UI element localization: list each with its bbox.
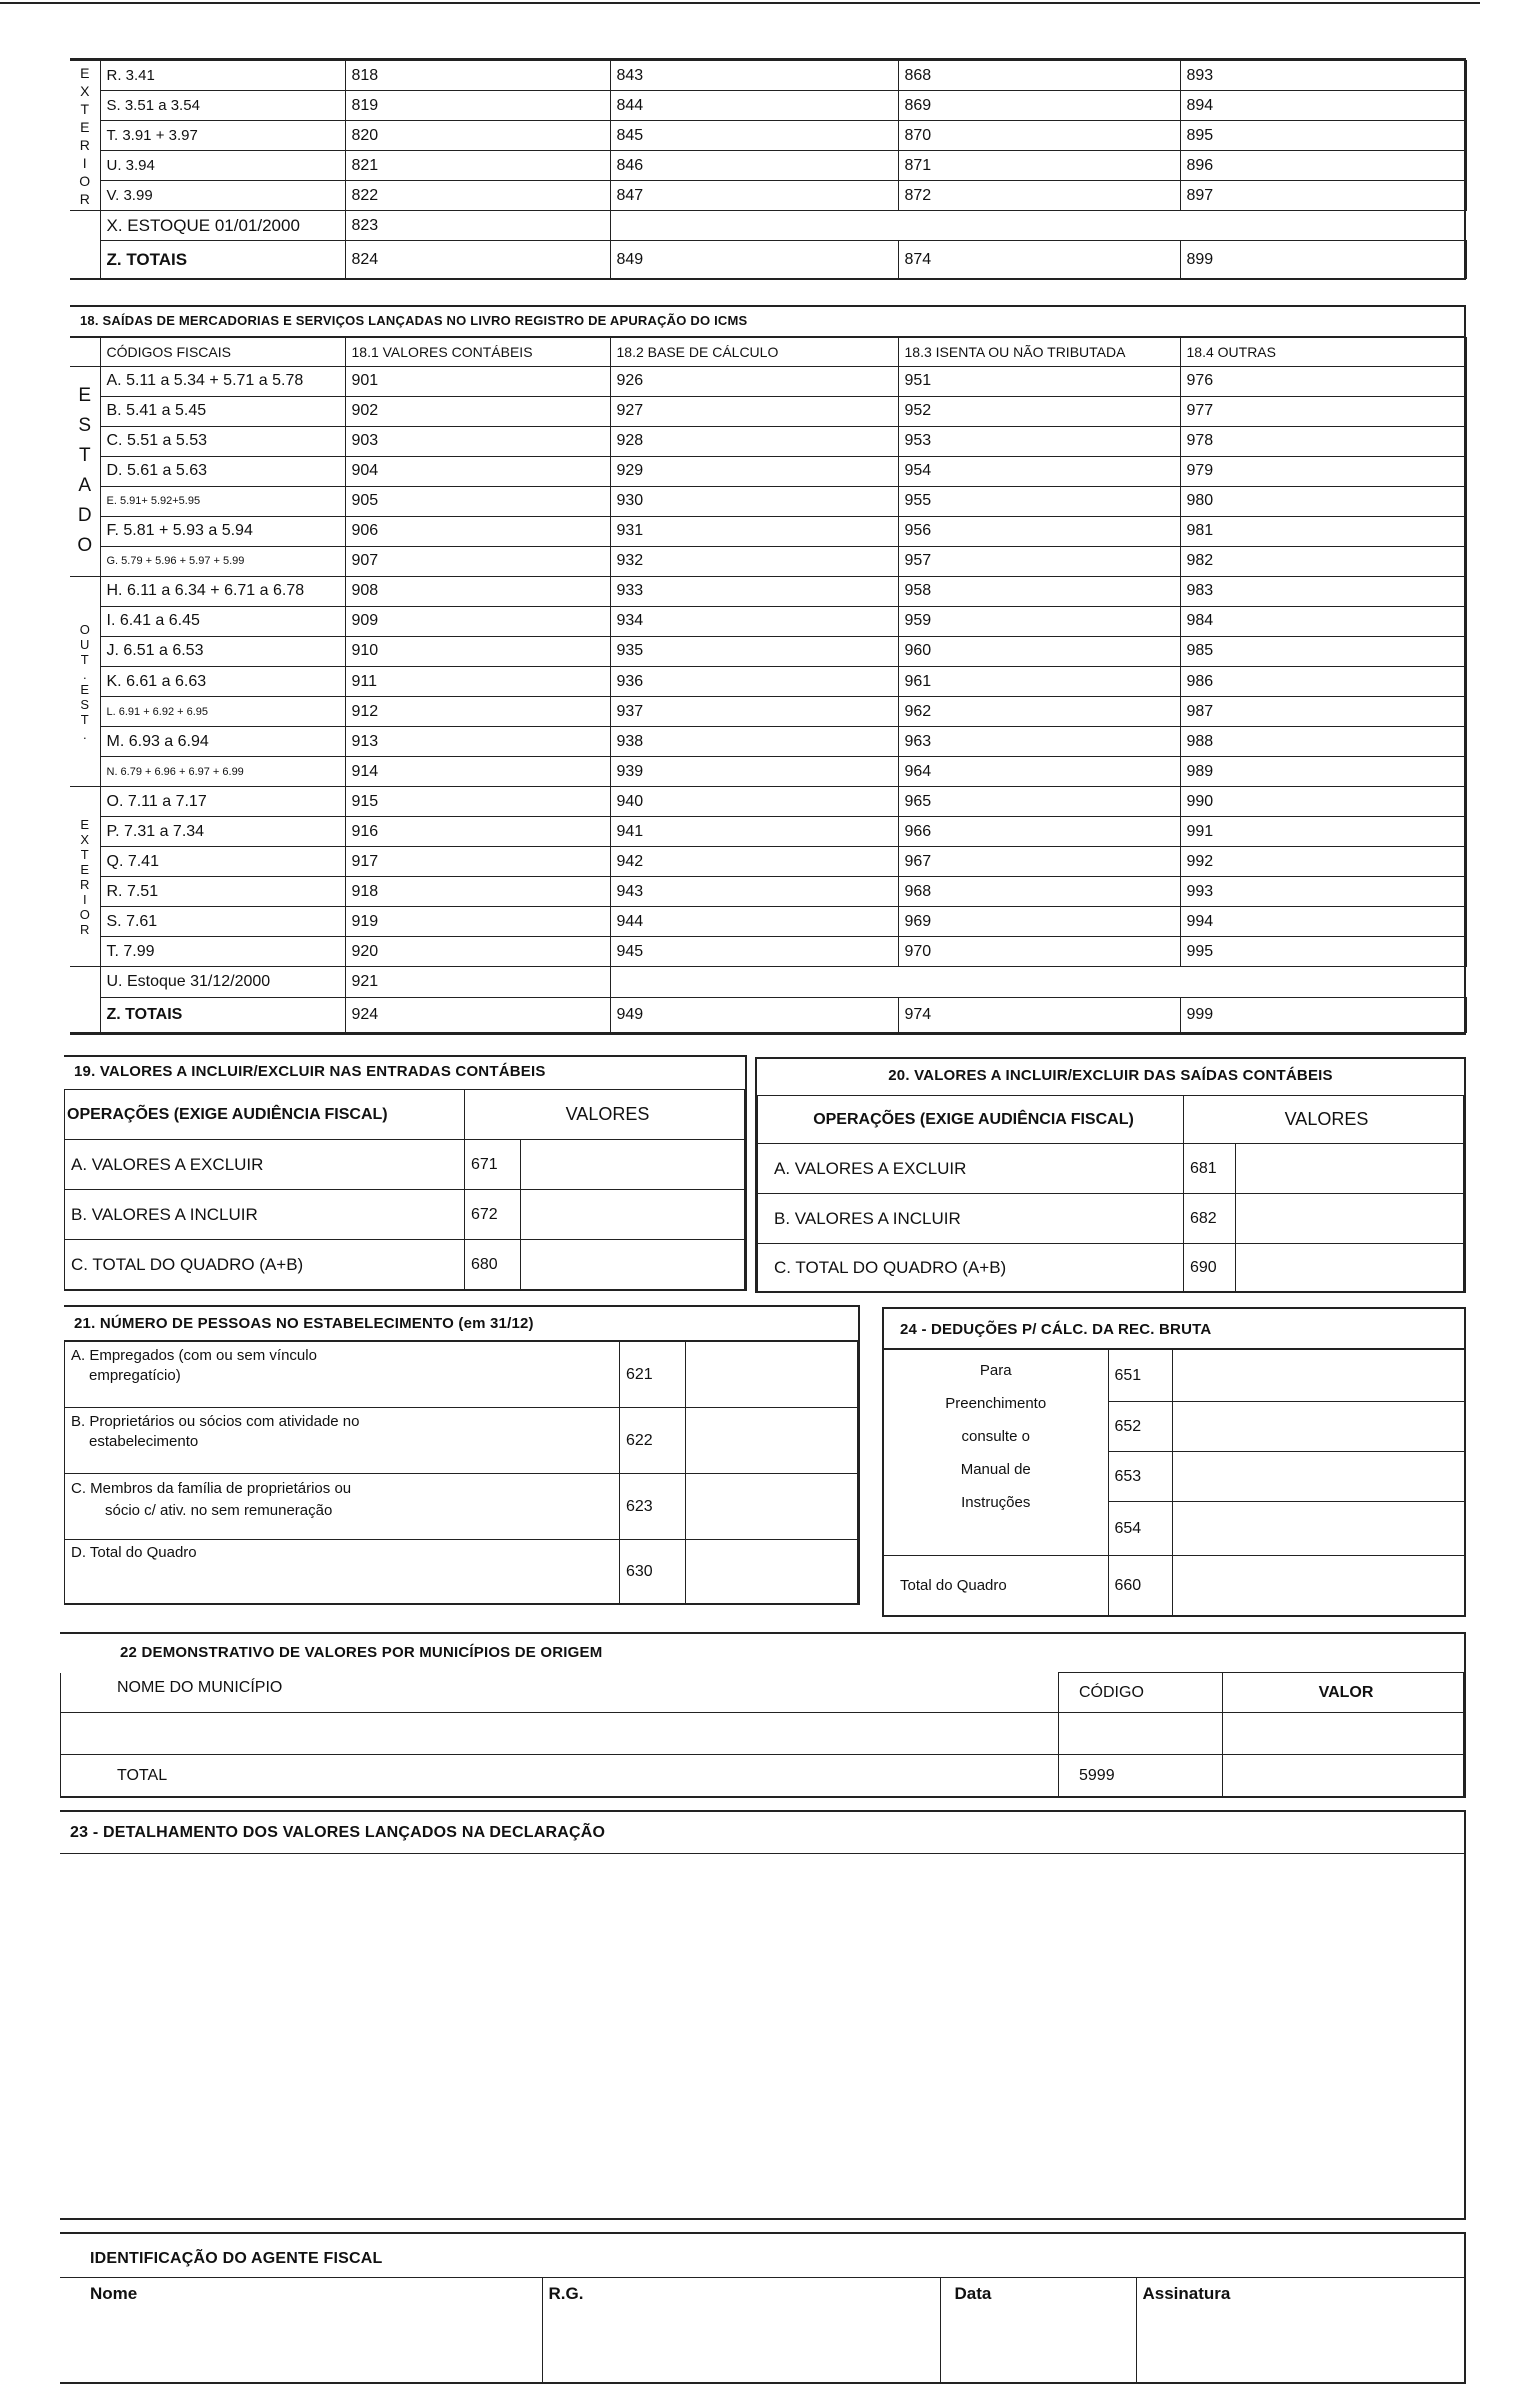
agent-table: [60, 2278, 1464, 2382]
section-18-row: [70, 907, 1466, 937]
section-17-total-c2[interactable]: 849: [610, 241, 898, 279]
section-18-code: T. 7.99: [100, 937, 345, 967]
section-17-group-label: E X T E R I O R: [70, 61, 100, 211]
section-17-field-c1[interactable]: 821: [345, 151, 610, 181]
section-21-row: [65, 1342, 858, 1408]
section-17-row: [70, 91, 1466, 121]
section-17-row: [70, 181, 1466, 211]
section-20-row-code: 690: [1184, 1244, 1236, 1292]
section-18-field-c2[interactable]: 926: [610, 366, 898, 396]
section-17-code: S. 3.51 a 3.54: [100, 91, 345, 121]
section-18-field-c4[interactable]: 992: [1180, 847, 1466, 877]
section-17-totals-row: [70, 241, 1466, 279]
section-18-row: [70, 456, 1466, 486]
section-18-col-header: 18.3 ISENTA OU NÃO TRIBUTADA: [898, 338, 1180, 367]
section-19-row-code: 672: [465, 1190, 521, 1240]
section-18-col-header: CÓDIGOS FISCAIS: [100, 338, 345, 367]
section-18-field-c4[interactable]: 989: [1180, 757, 1466, 787]
section-21-row: [65, 1408, 858, 1474]
section-18-col-header: 18.2 BASE DE CÁLCULO: [610, 338, 898, 367]
section-17-field-c3[interactable]: 871: [898, 151, 1180, 181]
agent-rg-label: R.G.: [548, 2284, 584, 2303]
section-18-field-c1[interactable]: 901: [345, 366, 610, 396]
section-18-field-c4[interactable]: 993: [1180, 877, 1466, 907]
section-18-code: Q. 7.41: [100, 847, 345, 877]
section-18-total-c4[interactable]: 999: [1180, 998, 1466, 1033]
section-20-col-values: VALORES: [1184, 1096, 1464, 1144]
section-17-exterior: [70, 58, 1466, 280]
section-18-row: [70, 697, 1466, 727]
section-18-field-c2[interactable]: 941: [610, 817, 898, 847]
section-18-field-c2[interactable]: 933: [610, 576, 898, 606]
section-19: [64, 1055, 747, 1291]
section-17-total-c1[interactable]: 824: [345, 241, 610, 279]
section-18-field-c4[interactable]: 991: [1180, 817, 1466, 847]
section-22-total-code: 5999: [1059, 1755, 1223, 1797]
section-21-row-code: 621: [620, 1342, 686, 1408]
section-24-code: 654: [1108, 1502, 1172, 1556]
section-22-total-label: TOTAL: [61, 1755, 1059, 1797]
section-19-table: [64, 1089, 745, 1290]
section-18-field-c2[interactable]: 936: [610, 667, 898, 697]
section-18-code: K. 6.61 a 6.63: [100, 667, 345, 697]
section-18-field-c2[interactable]: 930: [610, 486, 898, 516]
section-17-field-c2[interactable]: 843: [610, 61, 898, 91]
section-17-totals-label: Z. TOTAIS: [100, 241, 345, 279]
section-21-row-label: [65, 1342, 620, 1408]
section-17-code: U. 3.94: [100, 151, 345, 181]
section-23-title: 23 - DETALHAMENTO DOS VALORES LANÇADOS NA DECLARAÇÃO: [60, 1812, 1464, 1854]
section-18-field-c4[interactable]: 978: [1180, 426, 1466, 456]
section-17-code: T. 3.91 + 3.97: [100, 121, 345, 151]
section-24-note-line: Para: [979, 1362, 1012, 1379]
section-17-total-c4[interactable]: 899: [1180, 241, 1466, 279]
section-21-row-label: [65, 1540, 620, 1604]
section-17-row: [70, 121, 1466, 151]
section-18-row: [70, 937, 1466, 967]
section-23-details-area[interactable]: [60, 1854, 1464, 2216]
section-21-row-code: 622: [620, 1408, 686, 1474]
section-19-row-include: [65, 1190, 745, 1240]
section-18-row: [70, 667, 1466, 697]
section-18-blank: [70, 998, 100, 1033]
section-18-field-c1[interactable]: 909: [345, 606, 610, 636]
section-18-row: [70, 847, 1466, 877]
section-17-field-c3[interactable]: 870: [898, 121, 1180, 151]
section-18-row: [70, 516, 1466, 546]
section-17-blank: [70, 241, 100, 279]
section-18-row: [70, 727, 1466, 757]
section-18-row: [70, 576, 1466, 606]
agent-title: IDENTIFICAÇÃO DO AGENTE FISCAL: [60, 2234, 1464, 2278]
section-18-stock-empty: [610, 967, 1466, 998]
section-22-col-name: NOME DO MUNICÍPIO: [61, 1673, 1059, 1713]
section-17-code: V. 3.99: [100, 181, 345, 211]
section-18-totals-label: Z. TOTAIS: [100, 998, 345, 1033]
section-18-col-header: 18.4 OUTRAS: [1180, 338, 1466, 367]
section-18-code: O. 7.11 a 7.17: [100, 787, 345, 817]
section-18-header-row: [70, 338, 1466, 367]
section-24-value-field[interactable]: [1172, 1502, 1464, 1556]
section-22-total-row: [61, 1755, 1464, 1797]
section-18-field-c1[interactable]: 907: [345, 546, 610, 576]
section-18-code: R. 7.51: [100, 877, 345, 907]
section-18-field-c4[interactable]: 979: [1180, 456, 1466, 486]
section-18-stock-row: [70, 967, 1466, 998]
section-17-field-c2[interactable]: 844: [610, 91, 898, 121]
section-17-row: [70, 151, 1466, 181]
section-17-field-c4[interactable]: 893: [1180, 61, 1466, 91]
section-18-field-c3[interactable]: 968: [898, 877, 1180, 907]
section-18-code: E. 5.91+ 5.92+5.95: [100, 486, 345, 516]
section-18-field-c2[interactable]: 938: [610, 727, 898, 757]
section-18-field-c1[interactable]: 915: [345, 787, 610, 817]
section-17-field-c1[interactable]: 822: [345, 181, 610, 211]
section-20-row-code: 682: [1184, 1194, 1236, 1244]
section-20-title: 20. VALORES A INCLUIR/EXCLUIR DAS SAÍDAS CONTÁBEIS: [888, 1067, 1333, 1084]
section-18-field-c2[interactable]: 944: [610, 907, 898, 937]
section-24: [882, 1307, 1466, 1617]
section-18-title: 18. SAÍDAS DE MERCADORIAS E SERVIÇOS LANÇADAS NO LIVRO REGISTRO DE APURAÇÃO DO ICMS: [70, 307, 1464, 337]
section-21-row-line1: C. Membros da família de proprietários ou: [71, 1480, 352, 1497]
section-17-total-c3[interactable]: 874: [898, 241, 1180, 279]
section-20-row-exclude: [758, 1144, 1464, 1194]
section-21-row-label: [65, 1474, 620, 1540]
section-18-group-label: E S T A D O: [70, 366, 100, 576]
section-20: [755, 1057, 1466, 1293]
section-18-field-c3[interactable]: 957: [898, 546, 1180, 576]
section-19-value-field[interactable]: [521, 1140, 745, 1190]
section-21-value-field[interactable]: [686, 1342, 858, 1408]
section-19-row-label: C. TOTAL DO QUADRO (A+B): [65, 1240, 465, 1290]
section-22-value-field[interactable]: [1223, 1713, 1464, 1755]
section-18-field-c3[interactable]: 956: [898, 516, 1180, 546]
section-19-col-operations: OPERAÇÕES (EXIGE AUDIÊNCIA FISCAL): [65, 1090, 465, 1140]
section-18-code: D. 5.61 a 5.63: [100, 456, 345, 486]
section-18-field-c1[interactable]: 908: [345, 576, 610, 606]
section-18-field-c2[interactable]: 940: [610, 787, 898, 817]
section-18-field-c1[interactable]: 919: [345, 907, 610, 937]
section-18-code: I. 6.41 a 6.45: [100, 606, 345, 636]
section-18-field-c2[interactable]: 943: [610, 877, 898, 907]
section-18-field-c3[interactable]: 955: [898, 486, 1180, 516]
section-18-field-c3[interactable]: 954: [898, 456, 1180, 486]
section-21-row-line2: estabelecimento: [89, 1433, 199, 1450]
section-22: [60, 1632, 1466, 1798]
section-24-value-field[interactable]: [1172, 1402, 1464, 1452]
section-21-row: [65, 1474, 858, 1540]
section-21-value-field[interactable]: [686, 1408, 858, 1474]
section-17-field-c3[interactable]: 868: [898, 61, 1180, 91]
section-18-code: C. 5.51 a 5.53: [100, 426, 345, 456]
section-18-field-c1[interactable]: 904: [345, 456, 610, 486]
section-18-field-c3[interactable]: 967: [898, 847, 1180, 877]
agent-signature-label: Assinatura: [1142, 2284, 1231, 2303]
section-18-field-c1[interactable]: 913: [345, 727, 610, 757]
section-20-row-label: A. VALORES A EXCLUIR: [758, 1144, 1184, 1194]
section-18-field-c1[interactable]: 906: [345, 516, 610, 546]
section-18-blank: [70, 967, 100, 998]
section-18-code: N. 6.79 + 6.96 + 6.97 + 6.99: [100, 757, 345, 787]
agent-signature-field[interactable]: [1136, 2278, 1464, 2382]
section-22-title: 22 DEMONSTRATIVO DE VALORES POR MUNICÍPIOS DE ORIGEM: [120, 1644, 603, 1661]
section-17-stock-empty: [610, 211, 1466, 241]
section-18-code: B. 5.41 a 5.45: [100, 396, 345, 426]
section-18-field-c2[interactable]: 942: [610, 847, 898, 877]
section-17-field-c4[interactable]: 895: [1180, 121, 1466, 151]
section-19-row-total: [65, 1240, 745, 1290]
section-21-row-line2: empregatício): [89, 1367, 181, 1384]
section-18-row: [70, 396, 1466, 426]
section-18-field-c2[interactable]: 928: [610, 426, 898, 456]
section-18-group-label: O U T . E S T .: [70, 576, 100, 786]
section-20-row-include: [758, 1194, 1464, 1244]
section-18-group-label: E X T E R I O R: [70, 787, 100, 967]
section-17-table: [70, 60, 1467, 279]
section-17-row: [70, 61, 1466, 91]
section-21: [64, 1305, 860, 1605]
section-18-row: [70, 546, 1466, 576]
section-22-table: [60, 1672, 1464, 1797]
section-23: [60, 1810, 1466, 2220]
section-18-field-c3[interactable]: 963: [898, 727, 1180, 757]
section-18-code: L. 6.91 + 6.92 + 6.95: [100, 697, 345, 727]
section-18-field-c3[interactable]: 953: [898, 426, 1180, 456]
section-17-code: R. 3.41: [100, 61, 345, 91]
section-22-total-field[interactable]: [1223, 1755, 1464, 1797]
section-21-value-field[interactable]: [686, 1474, 858, 1540]
section-21-row-code: 630: [620, 1540, 686, 1604]
section-18-field-c4[interactable]: 995: [1180, 937, 1466, 967]
section-17-field-c3[interactable]: 869: [898, 91, 1180, 121]
section-24-value-field[interactable]: [1172, 1350, 1464, 1402]
section-18-field-c3[interactable]: 965: [898, 787, 1180, 817]
section-19-title: 19. VALORES A INCLUIR/EXCLUIR NAS ENTRADAS CONTÁBEIS: [74, 1063, 546, 1080]
section-18-row: [70, 877, 1466, 907]
section-24-note-line: Instruções: [961, 1494, 1031, 1511]
section-22-col-code: CÓDIGO: [1059, 1673, 1223, 1713]
section-17-stock-row: [70, 211, 1466, 241]
section-18-field-c4[interactable]: 994: [1180, 907, 1466, 937]
section-17-field-c2[interactable]: 845: [610, 121, 898, 151]
section-17-stock-code[interactable]: 823: [345, 211, 610, 241]
section-20-row-label: C. TOTAL DO QUADRO (A+B): [758, 1244, 1184, 1292]
section-18-field-c4[interactable]: 985: [1180, 636, 1466, 666]
section-22-code-field[interactable]: [1059, 1713, 1223, 1755]
section-18-total-c2[interactable]: 949: [610, 998, 898, 1033]
section-24-note-line: Preenchimento: [945, 1395, 1047, 1412]
section-18-field-c1[interactable]: 914: [345, 757, 610, 787]
section-18-total-c3[interactable]: 974: [898, 998, 1180, 1033]
section-18-field-c4[interactable]: 980: [1180, 486, 1466, 516]
section-18-field-c2[interactable]: 937: [610, 697, 898, 727]
section-18-code: J. 6.51 a 6.53: [100, 636, 345, 666]
section-18-field-c2[interactable]: 929: [610, 456, 898, 486]
section-19-value-field[interactable]: [521, 1190, 745, 1240]
section-18-field-c3[interactable]: 969: [898, 907, 1180, 937]
section-18-field-c4[interactable]: 981: [1180, 516, 1466, 546]
section-24-note-line: Manual de: [960, 1461, 1031, 1478]
section-20-row-total: [758, 1244, 1464, 1292]
section-18-field-c4[interactable]: 986: [1180, 667, 1466, 697]
section-18-field-c3[interactable]: 964: [898, 757, 1180, 787]
section-22-col-value: VALOR: [1223, 1673, 1464, 1713]
section-18-field-c1[interactable]: 905: [345, 486, 610, 516]
section-19-row-code: 671: [465, 1140, 521, 1190]
section-18-field-c1[interactable]: 903: [345, 426, 610, 456]
agent-identification: [60, 2232, 1466, 2384]
section-17-field-c1[interactable]: 819: [345, 91, 610, 121]
section-21-row: [65, 1540, 858, 1604]
section-18-field-c3[interactable]: 970: [898, 937, 1180, 967]
section-21-row-label: [65, 1408, 620, 1474]
section-18-row: [70, 366, 1466, 396]
section-18-field-c2[interactable]: 931: [610, 516, 898, 546]
section-19-row-code: 680: [465, 1240, 521, 1290]
section-18-field-c4[interactable]: 990: [1180, 787, 1466, 817]
section-24-table: [884, 1349, 1464, 1616]
section-18-field-c2[interactable]: 945: [610, 937, 898, 967]
section-20-value-field[interactable]: [1236, 1194, 1464, 1244]
section-18-stock-label: U. Estoque 31/12/2000: [100, 967, 345, 998]
section-18-header-blank: [70, 338, 100, 367]
section-21-table: [64, 1341, 858, 1604]
section-18-field-c3[interactable]: 966: [898, 817, 1180, 847]
section-18-field-c1[interactable]: 916: [345, 817, 610, 847]
section-18-field-c3[interactable]: 962: [898, 697, 1180, 727]
section-17-field-c4[interactable]: 897: [1180, 181, 1466, 211]
agent-name-field[interactable]: [60, 2278, 542, 2382]
section-18-col-header: 18.1 VALORES CONTÁBEIS: [345, 338, 610, 367]
section-22-entry-row: [61, 1713, 1464, 1755]
section-24-total-label: Total do Quadro: [884, 1556, 1108, 1616]
section-17-field-c2[interactable]: 846: [610, 151, 898, 181]
section-18-table: [70, 337, 1467, 1033]
section-19-col-values: VALORES: [465, 1090, 745, 1140]
section-18-field-c4[interactable]: 977: [1180, 396, 1466, 426]
section-18-field-c1[interactable]: 902: [345, 396, 610, 426]
section-18-row: [70, 817, 1466, 847]
section-17-field-c1[interactable]: 820: [345, 121, 610, 151]
section-18-code: F. 5.81 + 5.93 a 5.94: [100, 516, 345, 546]
section-18-field-c3[interactable]: 958: [898, 576, 1180, 606]
section-18-field-c1[interactable]: 920: [345, 937, 610, 967]
section-24-code: 653: [1108, 1452, 1172, 1502]
section-18-row: [70, 757, 1466, 787]
section-18-field-c3[interactable]: 959: [898, 606, 1180, 636]
agent-name-label: Nome: [90, 2284, 138, 2303]
section-18-field-c1[interactable]: 910: [345, 636, 610, 666]
section-18-code: P. 7.31 a 7.34: [100, 817, 345, 847]
section-18-code: G. 5.79 + 5.96 + 5.97 + 5.99: [100, 546, 345, 576]
section-20-row-code: 681: [1184, 1144, 1236, 1194]
section-21-row-line1: A. Empregados (com ou sem vínculo: [71, 1347, 317, 1364]
section-18-field-c4[interactable]: 982: [1180, 546, 1466, 576]
section-17-field-c4[interactable]: 896: [1180, 151, 1466, 181]
section-20-col-operations: OPERAÇÕES (EXIGE AUDIÊNCIA FISCAL): [758, 1096, 1184, 1144]
section-18-field-c3[interactable]: 961: [898, 667, 1180, 697]
section-18-field-c3[interactable]: 960: [898, 636, 1180, 666]
section-18-field-c2[interactable]: 935: [610, 636, 898, 666]
section-20-row-label: B. VALORES A INCLUIR: [758, 1194, 1184, 1244]
section-20-value-field[interactable]: [1236, 1144, 1464, 1194]
section-19-row-exclude: [65, 1140, 745, 1190]
section-17-field-c1[interactable]: 818: [345, 61, 610, 91]
section-24-code: 651: [1108, 1350, 1172, 1402]
section-18-row: [70, 787, 1466, 817]
section-21-title: 21. NÚMERO DE PESSOAS NO ESTABELECIMENTO (em 31/12): [64, 1307, 858, 1341]
section-18-row: [70, 486, 1466, 516]
section-21-row-code: 623: [620, 1474, 686, 1540]
section-18-field-c2[interactable]: 939: [610, 757, 898, 787]
section-18-row: [70, 636, 1466, 666]
section-17-blank: [70, 211, 100, 241]
section-19-value-field[interactable]: [521, 1240, 745, 1290]
section-18-field-c2[interactable]: 932: [610, 546, 898, 576]
section-18-field-c4[interactable]: 987: [1180, 697, 1466, 727]
section-18-field-c1[interactable]: 918: [345, 877, 610, 907]
section-21-value-field[interactable]: [686, 1540, 858, 1604]
section-18-total-c1[interactable]: 924: [345, 998, 610, 1033]
agent-date-field[interactable]: [940, 2278, 1136, 2382]
section-24-title: 24 - DEDUÇÕES P/ CÁLC. DA REC. BRUTA: [884, 1309, 1464, 1349]
section-18-row: [70, 606, 1466, 636]
section-18-field-c2[interactable]: 927: [610, 396, 898, 426]
section-17-field-c2[interactable]: 847: [610, 181, 898, 211]
section-18-totals-row: [70, 998, 1466, 1033]
section-17-stock-label: X. ESTOQUE 01/01/2000: [100, 211, 345, 241]
section-18-field-c1[interactable]: 912: [345, 697, 610, 727]
section-21-row-line1: D. Total do Quadro: [71, 1544, 197, 1561]
section-20-table: [757, 1095, 1464, 1292]
section-24-code: 652: [1108, 1402, 1172, 1452]
agent-rg-field[interactable]: [542, 2278, 940, 2382]
section-18-code: M. 6.93 a 6.94: [100, 727, 345, 757]
top-border: [0, 2, 1480, 4]
section-22-municipio-field[interactable]: [61, 1713, 1059, 1755]
section-18-field-c4[interactable]: 988: [1180, 727, 1466, 757]
section-21-row-line2: sócio c/ ativ. no sem remuneração: [105, 1502, 333, 1519]
section-18-field-c4[interactable]: 984: [1180, 606, 1466, 636]
section-18-code: A. 5.11 a 5.34 + 5.71 a 5.78: [100, 366, 345, 396]
section-21-row-line1: B. Proprietários ou sócios com atividade no: [71, 1413, 360, 1430]
section-19-row-label: A. VALORES A EXCLUIR: [65, 1140, 465, 1190]
agent-date-label: Data: [954, 2284, 992, 2303]
section-24-total-code: 660: [1108, 1556, 1172, 1616]
section-17-field-c4[interactable]: 894: [1180, 91, 1466, 121]
section-24-value-field[interactable]: [1172, 1452, 1464, 1502]
section-17-field-c3[interactable]: 872: [898, 181, 1180, 211]
section-18-saidas: [70, 305, 1466, 1035]
section-18-stock-code[interactable]: 921: [345, 967, 610, 998]
section-20-value-field[interactable]: [1236, 1244, 1464, 1292]
section-18-field-c1[interactable]: 917: [345, 847, 610, 877]
section-18-field-c2[interactable]: 934: [610, 606, 898, 636]
section-19-row-label: B. VALORES A INCLUIR: [65, 1190, 465, 1240]
section-18-field-c4[interactable]: 983: [1180, 576, 1466, 606]
section-18-field-c1[interactable]: 911: [345, 667, 610, 697]
section-18-code: S. 7.61: [100, 907, 345, 937]
section-18-field-c4[interactable]: 976: [1180, 366, 1466, 396]
section-18-row: [70, 426, 1466, 456]
section-24-total-field[interactable]: [1172, 1556, 1464, 1616]
section-18-code: H. 6.11 a 6.34 + 6.71 a 6.78: [100, 576, 345, 606]
section-24-note: [884, 1350, 1108, 1556]
section-24-note-line: consulte o: [961, 1428, 1030, 1445]
section-18-field-c3[interactable]: 952: [898, 396, 1180, 426]
section-18-field-c3[interactable]: 951: [898, 366, 1180, 396]
